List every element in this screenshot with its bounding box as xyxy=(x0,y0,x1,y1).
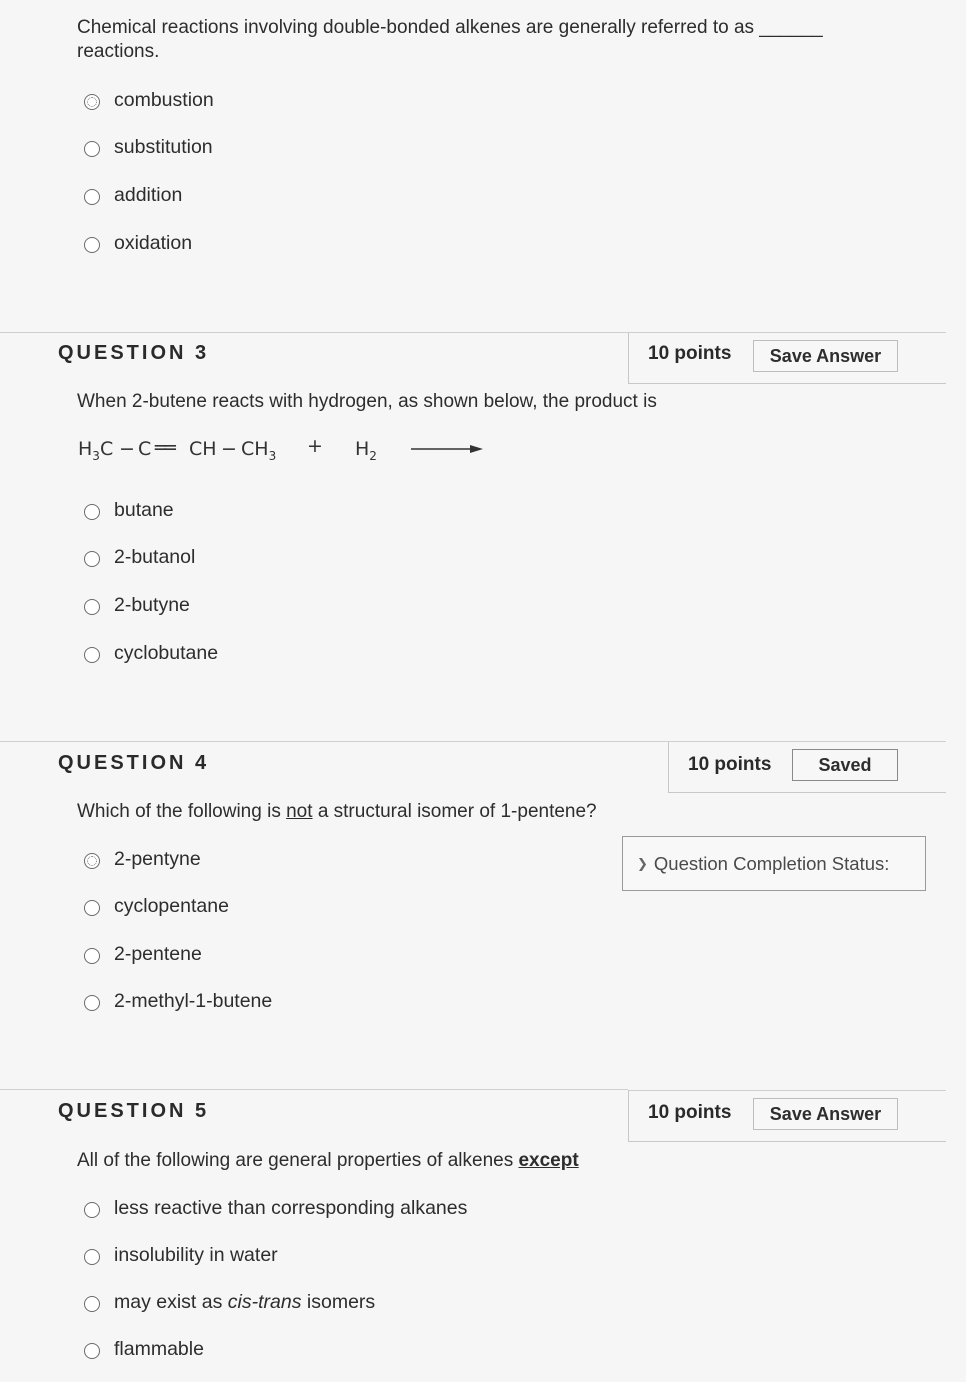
option-label: 2-butyne xyxy=(114,593,190,616)
option-label-part: may exist as xyxy=(114,1290,223,1313)
radio-button[interactable] xyxy=(84,1249,100,1265)
radio-button[interactable] xyxy=(84,551,100,567)
question2-text-end: reactions. xyxy=(77,41,160,62)
question3-points: 10 points xyxy=(648,343,732,364)
question4-text-end: a structural isomer of 1-pentene? xyxy=(317,801,597,822)
question4-saved-button[interactable]: Saved xyxy=(792,749,898,781)
option-label: oxidation xyxy=(114,231,193,254)
question5-divider xyxy=(0,1089,628,1090)
question4-option-2-pentyne[interactable] xyxy=(84,847,201,871)
question4-divider xyxy=(0,741,668,742)
question5-option-insolubility[interactable] xyxy=(84,1243,278,1267)
question2-option-addition[interactable] xyxy=(84,183,182,207)
question5-save-answer-button[interactable]: Save Answer xyxy=(753,1098,898,1130)
equation-h2: $H_2$ xyxy=(355,438,377,463)
question5-text xyxy=(77,1149,579,1173)
radio-button[interactable] xyxy=(84,504,100,520)
option-label: 2-pentene xyxy=(114,942,202,965)
question3-option-2-butyne[interactable] xyxy=(84,593,190,617)
option-label xyxy=(114,1291,375,1314)
question3-divider xyxy=(0,332,628,333)
equation-ch: CH xyxy=(189,438,217,460)
question5-option-less-reactive[interactable] xyxy=(84,1196,467,1220)
option-label: cyclopentane xyxy=(114,894,229,917)
equation-ch3: $CH_3$ xyxy=(241,438,277,463)
option-label: cyclobutane xyxy=(114,641,219,664)
option-label: combustion xyxy=(114,88,214,111)
radio-button[interactable] xyxy=(84,900,100,916)
question4-text-main: Which of the following is xyxy=(77,801,281,822)
question2-blank: ______ xyxy=(759,17,823,38)
question3-option-2-butanol[interactable] xyxy=(84,545,195,569)
question2-option-oxidation[interactable] xyxy=(84,231,192,255)
chevron-down-icon: ❯ xyxy=(637,855,648,871)
completion-status-label: Question Completion Status: xyxy=(653,852,890,874)
option-label: 2-pentyne xyxy=(114,847,201,870)
question3-save-answer-button[interactable]: Save Answer xyxy=(753,340,898,372)
question-completion-status[interactable] xyxy=(622,836,926,891)
option-label: 2-butanol xyxy=(114,545,196,568)
question3-header: QUESTION 3 xyxy=(58,342,210,364)
option-label: insolubility in water xyxy=(114,1243,278,1266)
option-label-italic: cis-trans xyxy=(227,1290,302,1313)
radio-button[interactable] xyxy=(84,853,100,869)
radio-button[interactable] xyxy=(84,141,100,157)
question5-points: 10 points xyxy=(648,1102,732,1123)
radio-button[interactable] xyxy=(84,94,100,110)
option-label: substitution xyxy=(114,135,213,158)
radio-button[interactable] xyxy=(84,995,100,1011)
radio-button[interactable] xyxy=(84,1296,100,1312)
radio-button[interactable] xyxy=(84,599,100,615)
question4-text xyxy=(77,800,597,824)
equation-bond1: − xyxy=(119,438,135,460)
equation-double-bond: ══ xyxy=(155,437,174,459)
question3-text: When 2-butene reacts with hydrogen, as shown below, the product is xyxy=(77,391,657,412)
question2-text-main: Chemical reactions involving double-bonded alkenes are generally referred to as xyxy=(77,17,755,38)
question3-option-butane[interactable] xyxy=(84,498,174,522)
equation-c2: C xyxy=(138,438,152,460)
question5-text-except: except xyxy=(518,1150,579,1171)
option-label: butane xyxy=(114,498,174,521)
equation-h3c: $H_3C$ xyxy=(78,438,114,463)
question2-option-substitution[interactable] xyxy=(84,135,213,159)
option-label: addition xyxy=(114,183,183,206)
option-label: flammable xyxy=(114,1337,204,1360)
radio-button[interactable] xyxy=(84,948,100,964)
question5-text-main: All of the following are general properties of alkenes xyxy=(77,1150,514,1171)
equation-plus: + xyxy=(307,435,323,457)
option-label-part: isomers xyxy=(306,1290,376,1313)
question4-header: QUESTION 4 xyxy=(58,752,210,774)
radio-button[interactable] xyxy=(84,237,100,253)
option-label: 2-methyl-1-butene xyxy=(114,989,273,1012)
radio-button[interactable] xyxy=(84,1343,100,1359)
question5-option-cis-trans[interactable] xyxy=(84,1290,375,1314)
question4-option-cyclopentane[interactable] xyxy=(84,894,229,918)
question3-option-cyclobutane[interactable] xyxy=(84,641,218,665)
question2-text xyxy=(77,16,897,64)
question4-points: 10 points xyxy=(688,754,772,775)
question5-option-flammable[interactable] xyxy=(84,1337,204,1361)
question4-text-not: not xyxy=(286,801,313,822)
radio-button[interactable] xyxy=(84,647,100,663)
radio-button[interactable] xyxy=(84,189,100,205)
option-label: less reactive than corresponding alkanes xyxy=(114,1196,468,1219)
equation-bond2: − xyxy=(221,438,237,460)
radio-button[interactable] xyxy=(84,1202,100,1218)
reaction-arrow-icon xyxy=(410,442,486,456)
question4-option-2-pentene[interactable] xyxy=(84,942,202,966)
question2-option-combustion[interactable] xyxy=(84,88,214,112)
question4-option-2-methyl-1-butene[interactable] xyxy=(84,989,272,1013)
question5-header: QUESTION 5 xyxy=(58,1100,210,1122)
